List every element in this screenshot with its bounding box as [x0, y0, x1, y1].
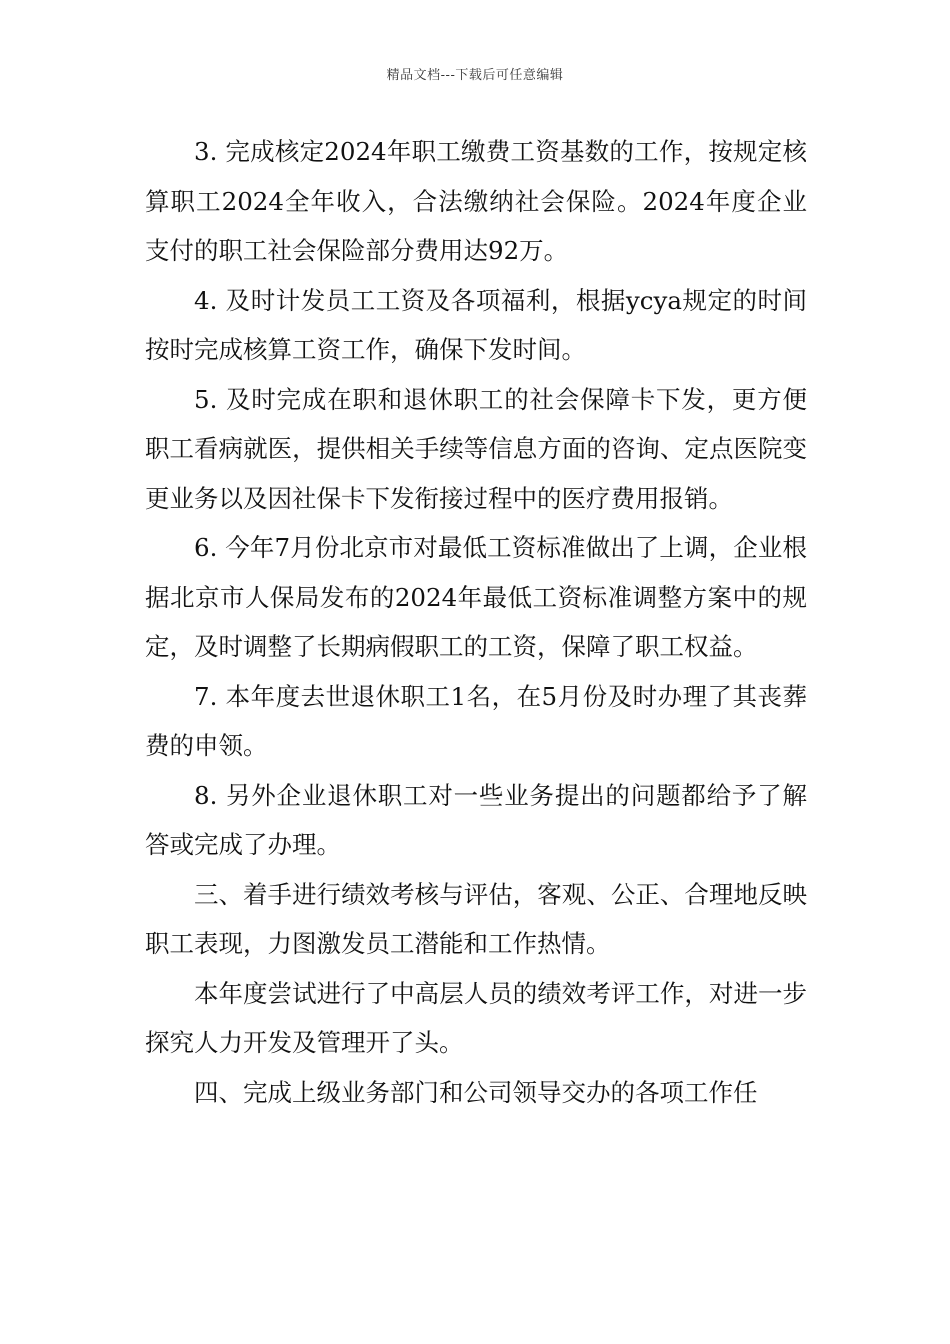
page-header: 精品文档---下载后可任意编辑: [386, 68, 564, 83]
paragraph-item-8: 8. 另外企业退休职工对一些业务提出的问题都给予了解答或完成了办理。: [145, 780, 807, 859]
paragraph-item-3: 3. 完成核定2024年职工缴费工资基数的工作，按规定核算职工2024全年收入，合法缴纳社会保险。2024年度企业支付的职工社会保险部分费用达92万。: [145, 137, 807, 265]
paragraph-item-4: 4. 及时计发员工工资及各项福利，根据ycya规定的时间按时完成核算工资工作，确保下发时间。: [145, 285, 807, 364]
document-body: [145, 127, 807, 1117]
paragraph-item-6: 6. 今年7月份北京市对最低工资标准做出了上调，企业根据北京市人保局发布的2024年最低工资标准调整方案中的规定，及时调整了长期病假职工的工资，保障了职工权益。: [145, 533, 807, 661]
paragraph-item-7: 7. 本年度去世退休职工1名，在5月份及时办理了其丧葬费的申领。: [145, 681, 807, 760]
section-paragraph: 本年度尝试进行了中高层人员的绩效考评工作，对进一步探究人力开发及管理开了头。: [145, 978, 807, 1057]
section-heading-4: 四、完成上级业务部门和公司领导交办的各项工作任: [194, 1077, 758, 1107]
paragraph-item-5: 5. 及时完成在职和退休职工的社会保障卡下发，更方便职工看病就医，提供相关手续等信息方面的咨询、定点医院变更业务以及因社保卡下发衔接过程中的医疗费用报销。: [145, 384, 807, 513]
section-heading-3: 三、着手进行绩效考核与评估，客观、公正、合理地反映职工表现，力图激发员工潜能和工作热情。: [145, 879, 807, 958]
